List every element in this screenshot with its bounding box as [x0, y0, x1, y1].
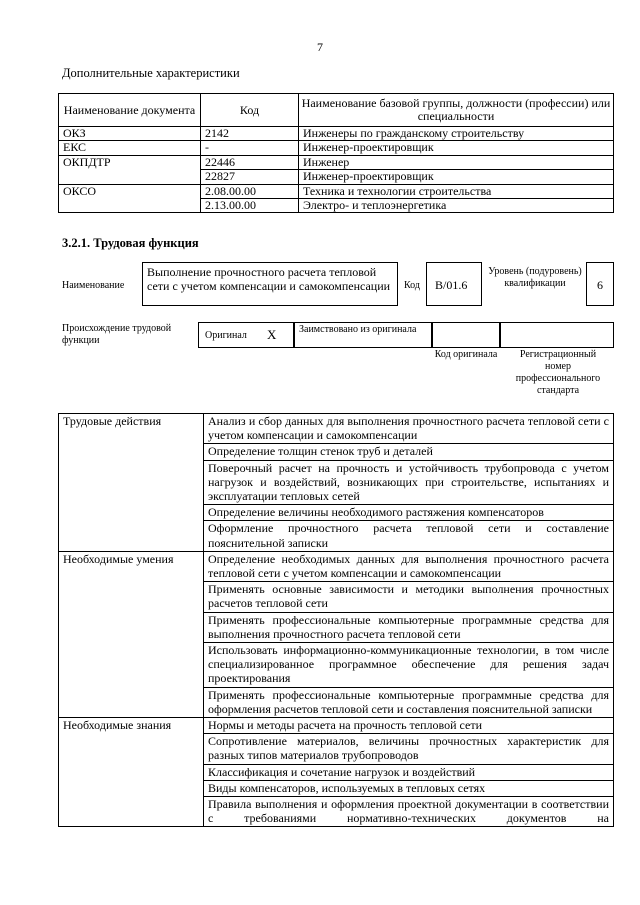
original-label: Оригинал — [205, 330, 247, 341]
column-header-group-name: Наименование базовой группы, должности (профессии) или специальности — [299, 94, 614, 127]
reg-number-caption: Регистрационный номер профессионального стандарта — [515, 349, 601, 396]
cell-document: ОКПДТР — [59, 155, 201, 184]
qualification-level-box: 6 — [586, 262, 614, 306]
section-title: Трудовые действия — [59, 414, 204, 552]
table-row — [59, 551, 614, 581]
cell-group-name: Электро- и теплоэнергетика — [299, 199, 614, 213]
labor-function-table — [58, 413, 614, 827]
list-item: Поверочный расчет на прочность и устойчивость трубопровода с учетом нагрузок и воздействий, возникающих при строительстве, испытаниях и эксплуатации тепловых сетей — [204, 460, 614, 505]
table-row — [59, 127, 614, 141]
list-item: Применять основные зависимости и методики выполнения прочностных расчетов тепловой сети — [204, 582, 614, 612]
page-number: 7 — [317, 40, 323, 54]
cell-code: 2.08.00.00 — [201, 184, 299, 198]
cell-document: ЕКС — [59, 141, 201, 155]
list-item: Виды компенсаторов, используемых в тепловых сетях — [204, 780, 614, 796]
list-item: Определение необходимых данных для выполнения прочностного расчета тепловой сети с учетом компенсации и самокомпенсации — [204, 551, 614, 581]
origin-code-caption: Код оригинала — [434, 349, 498, 360]
list-item: Классификация и сочетание нагрузок и воздействий — [204, 764, 614, 780]
list-item: Нормы и методы расчета на прочность тепловой сети — [204, 718, 614, 734]
list-item: Анализ и сбор данных для выполнения прочностного расчета тепловой сети с учетом компенсации и самокомпенсации — [204, 414, 614, 444]
section-title: Необходимые умения — [59, 551, 204, 717]
origin-label: Происхождение трудовой функции — [62, 323, 172, 346]
cell-group-name: Инженер-проектировщик — [299, 170, 614, 184]
list-item: Определение величины необходимого растяжения компенсаторов — [204, 505, 614, 521]
cell-code: 22827 — [201, 170, 299, 184]
table-row — [59, 155, 614, 169]
cell-group-name: Инженер — [299, 155, 614, 169]
labor-function-title: 3.2.1. Трудовая функция — [62, 236, 199, 250]
section-title: Необходимые знания — [59, 718, 204, 827]
function-code-box: B/01.6 — [426, 262, 482, 306]
cell-code: 2142 — [201, 127, 299, 141]
cell-group-name: Инженеры по гражданскому строительству — [299, 127, 614, 141]
name-label: Наименование — [62, 280, 125, 291]
code-label: Код — [404, 280, 420, 291]
table-row — [59, 414, 614, 444]
table-row — [59, 718, 614, 734]
additional-characteristics-heading: Дополнительные характеристики — [62, 66, 240, 80]
original-mark: X — [267, 327, 277, 342]
cell-document: ОКСО — [59, 184, 201, 213]
list-item: Оформление прочностного расчета тепловой сети и составление пояснительной записки — [204, 521, 614, 551]
cell-code: 2.13.00.00 — [201, 199, 299, 213]
additional-characteristics-table — [58, 93, 614, 213]
table-row — [59, 141, 614, 155]
original-box — [198, 322, 294, 348]
column-header-document: Наименование документа — [59, 94, 201, 127]
qualification-level-label: Уровень (подуровень) квалификации — [488, 266, 582, 289]
list-item: Использовать информационно-коммуникационные технологии, в том числе специализированное программное обеспечение для решения задач проектирования — [204, 643, 614, 688]
list-item: Определение толщин стенок труб и деталей — [204, 444, 614, 460]
table-header-row — [59, 94, 614, 127]
cell-group-name: Инженер-проектировщик — [299, 141, 614, 155]
list-item: Сопротивление материалов, величины прочностных характеристик для разных типов материалов трубопроводов — [204, 734, 614, 764]
column-header-code: Код — [201, 94, 299, 127]
cell-code: - — [201, 141, 299, 155]
reg-number-box — [500, 322, 614, 348]
list-item: Правила выполнения и оформления проектной документации в соответствии с требованиями нормативно-технических документов на — [204, 797, 614, 827]
function-name-box: Выполнение прочностного расчета тепловой сети с учетом компенсации и самокомпенсации — [142, 262, 398, 306]
borrowed-box: Заимствовано из оригинала — [294, 322, 432, 348]
cell-group-name: Техника и технологии строительства — [299, 184, 614, 198]
table-row — [59, 184, 614, 198]
cell-document: ОКЗ — [59, 127, 201, 141]
cell-code: 22446 — [201, 155, 299, 169]
list-item: Применять профессиональные компьютерные программные средства для выполнения прочностного расчета тепловой сети — [204, 612, 614, 642]
list-item: Применять профессиональные компьютерные программные средства для оформления расчетов тепловой сети и составления пояснительной записки — [204, 687, 614, 717]
origin-code-box — [432, 322, 500, 348]
